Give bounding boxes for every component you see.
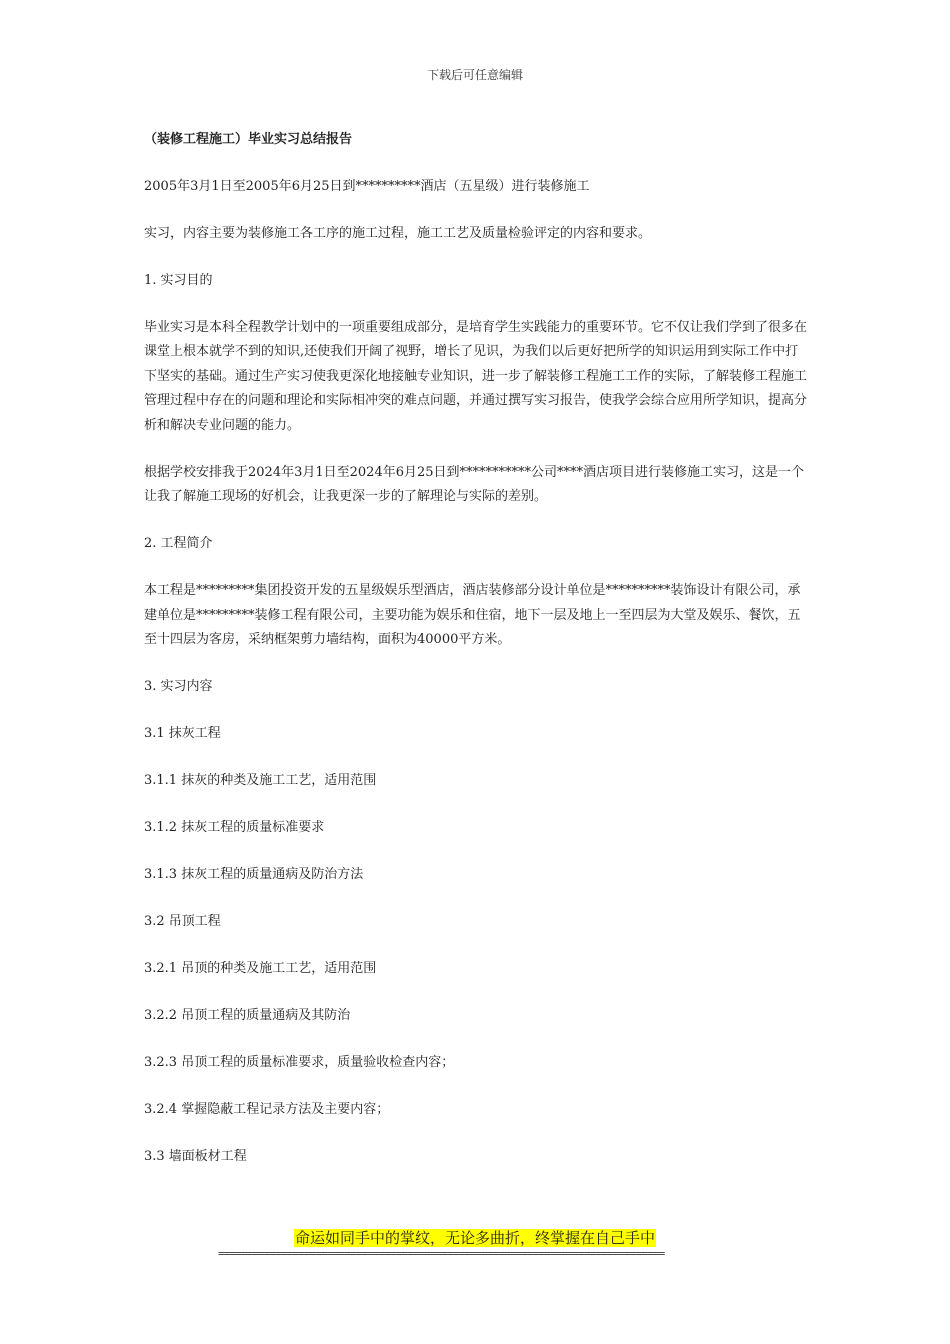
subsection-3-3: 3.3 墙面板材工程: [144, 1149, 247, 1164]
subsection-3-2-1: 3.2.1 吊顶的种类及施工工艺，适用范围: [144, 961, 377, 976]
subsection-3-2-3: 3.2.3 吊顶工程的质量标准要求，质量验收检查内容；: [144, 1055, 455, 1070]
intro-line-2: 实习，内容主要为装修施工各工序的施工过程，施工工艺及质量检验评定的内容和要求。: [144, 225, 652, 241]
subsection-3-1-3: 3.1.3 抹灰工程的质量通病及防治方法: [144, 867, 364, 882]
subsection-3-1-1: 3.1.1 抹灰的种类及施工工艺，适用范围: [144, 773, 377, 788]
header-note: 下载后可任意编辑: [426, 68, 523, 82]
subsection-3-1-2: 3.1.2 抹灰工程的质量标准要求: [144, 820, 325, 835]
overview-paragraph: 本工程是*********集团投资开发的五星级娱乐型酒店，酒店装修部分设计单位是**********装饰设计有限公司，承建单位是*********装修工程有限公司，主要功能为娱乐和住宿，地下一层及地上一至四层为大堂及娱乐、餐饮，五至十四层为客房，采纳框架剪力墙结构，面积为40000平方米。: [144, 583, 801, 647]
subsection-3-2-4: 3.2.4 掌握隐蔽工程记录方法及主要内容；: [144, 1102, 390, 1117]
document-body: [144, 128, 809, 1192]
footer-divider: ==============================================================================: [218, 1247, 665, 1260]
document-title: （装修工程施工）毕业实习总结报告: [144, 132, 353, 147]
subsection-3-2: 3.2 吊顶工程: [144, 914, 221, 929]
footer-motto: [0, 1227, 950, 1248]
purpose-paragraph-1: 毕业实习是本科全程教学计划中的一项重要组成部分，是培育学生实践能力的重要环节。它不仅让我们学到了很多在课堂上根本就学不到的知识,还使我们开阔了视野，增长了见识，为我们以后更好把所学的知识运用到实际工作中打下坚实的基础。通过生产实习使我更深化地接触专业知识，进一步了解装修工程施工工作的实际，了解装修工程施工管理过程中存在的问题和理论和实际相冲突的难点问题，并通过撰写实习报告，使我学会综合应用所学知识，提高分析和解决专业问题的能力。: [144, 319, 808, 433]
intro-line-1: 2005年3月1日至2005年6月25日到**********酒店（五星级）进行装修施工: [144, 178, 590, 194]
subsection-3-1: 3.1 抹灰工程: [144, 726, 221, 741]
purpose-paragraph-2: 根据学校安排我于2024年3月1日至2024年6月25日到***********公司****酒店项目进行装修施工实习，这是一个让我了解施工现场的好机会，让我更深一步的了解理论与实际的差别。: [144, 464, 805, 504]
subsection-3-2-2: 3.2.2 吊顶工程的质量通病及其防治: [144, 1008, 351, 1023]
section-heading-overview: 2. 工程简介: [144, 536, 213, 551]
footer-motto-text: 命运如同手中的掌纹，无论多曲折，终掌握在自己手中: [294, 1229, 655, 1247]
section-heading-purpose: 1. 实习目的: [144, 272, 213, 288]
section-heading-content: 3. 实习内容: [144, 679, 213, 694]
